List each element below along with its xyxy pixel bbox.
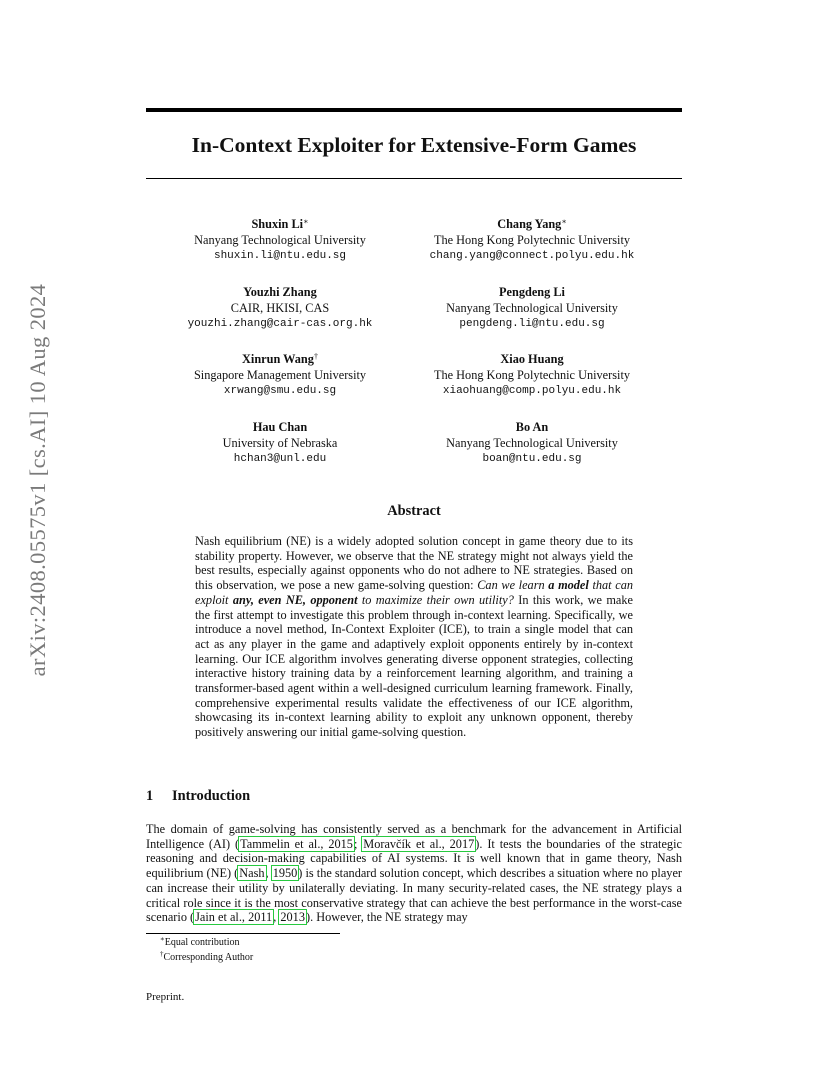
author-block — [160, 351, 400, 399]
author-block — [160, 419, 400, 467]
citation-link[interactable]: Jain et al., 2011 — [195, 910, 273, 925]
citation-link[interactable]: Moravčík et al., 2017 — [363, 836, 475, 851]
author-block — [160, 216, 400, 264]
section-heading — [146, 787, 250, 805]
author-affiliation: University of Nebraska — [222, 436, 338, 450]
author-affiliation: The Hong Kong Polytechnic University — [433, 233, 631, 247]
author-affiliation: The Hong Kong Polytechnic University — [433, 368, 631, 382]
author-name: Hau Chan — [252, 420, 308, 434]
author-name: Bo An — [515, 420, 549, 434]
author-email: chang.yang@connect.polyu.edu.hk — [429, 250, 635, 262]
preprint-label: Preprint. — [146, 991, 185, 1003]
citation-link[interactable]: 2013 — [280, 910, 305, 925]
author-email: shuxin.li@ntu.edu.sg — [213, 250, 347, 262]
author-name: Shuxin Li∗ — [251, 217, 309, 231]
author-name: Xiao Huang — [500, 352, 564, 366]
author-affiliation: Singapore Management University — [193, 368, 367, 382]
footnote-corresponding-author: †Corresponding Author — [160, 950, 254, 963]
author-name: Xinrun Wang† — [242, 352, 318, 366]
title-rule-bottom — [146, 178, 682, 179]
author-block — [412, 284, 652, 332]
author-mark: ∗ — [561, 217, 567, 226]
citation-link[interactable]: Nash — [239, 866, 265, 881]
abstract-heading: Abstract — [387, 503, 441, 519]
author-email: hchan3@unl.edu — [233, 453, 327, 465]
author-email: youzhi.zhang@cair-cas.org.hk — [187, 318, 373, 330]
author-affiliation: CAIR, HKISI, CAS — [230, 301, 330, 315]
author-name: Pengdeng Li — [499, 285, 565, 299]
author-affiliation: Nanyang Technological University — [446, 436, 618, 450]
author-block — [412, 351, 652, 399]
author-block — [412, 419, 652, 467]
author-name: Chang Yang∗ — [497, 217, 567, 231]
citation-link[interactable]: Tammelin et al., 2015 — [240, 836, 353, 851]
author-block — [412, 216, 652, 264]
author-name: Youzhi Zhang — [243, 285, 317, 299]
author-mark: ∗ — [303, 217, 309, 226]
section-title: Introduction — [172, 788, 251, 804]
author-email: pengdeng.li@ntu.edu.sg — [459, 318, 605, 330]
author-affiliation: Nanyang Technological University — [446, 301, 618, 315]
author-email: xiaohuang@comp.polyu.edu.hk — [442, 385, 622, 397]
author-email: xrwang@smu.edu.sg — [223, 385, 337, 397]
author-mark: † — [313, 352, 318, 361]
citation-link[interactable]: 1950 — [272, 866, 298, 881]
abstract-body: Nash equilibrium (NE) is a widely adopted solution concept in game theory due to its stability property. However, we observe that the NE strategy might not always yield the best results, especially against opponents who do not adhere to NE strategies. Based on this observation, we pose a new game-solving question: Can we learn a model that can exploit any, even NE, opponent to maximize their own utility? In this work, we make the first attempt to investigate this problem through in-context learning. Specifically, we introduce a novel method, In-Context Exploiter (ICE), to train a single model that can act as any player in the game and adaptively exploit opponents entirely by in-context learning. Our ICE algorithm involves generating diverse opponent strategies, collecting interactive history training data by a reinforcement learning algorithm, and training a transformer-based agent within a well-designed curriculum learning framework. Finally, comprehensive experimental results validate the effectiveness of our ICE algorithm, showcasing its in-context learning ability to exploit any unknown opponent, thereby positively answering our initial game-solving question. — [195, 534, 633, 740]
footnote-rule — [146, 933, 340, 934]
footnote-equal-contribution: ∗Equal contribution — [160, 935, 240, 948]
title-rule-top — [146, 108, 682, 112]
author-affiliation: Nanyang Technological University — [194, 233, 366, 247]
author-email: boan@ntu.edu.sg — [482, 453, 582, 465]
intro-paragraph: The domain of game-solving has consistently served as a benchmark for the advancement in Artificial Intelligence (AI) (Tammelin et al., 2015; Moravčík et al., 2017). It tests the boundaries of the strategic reasoning and decision-making capabilities of AI systems. It is well known that in game theory, Nash equilibrium (NE) (Nash, 1950) is the standard solution concept, which describes a situation where no player can increase their utility by unilaterally deviating. In many security-related cases, the NE strategy plays a critical role since it is the most conservative strategy that can achieve the best performance in the worst-case scenario (Jain et al., 2011, 2013). However, the NE strategy may — [146, 822, 682, 925]
author-block — [160, 284, 400, 332]
arxiv-stamp: arXiv:2408.05575v1 [cs.AI] 10 Aug 2024 — [25, 283, 50, 677]
paper-title: In-Context Exploiter for Extensive-Form Games — [191, 133, 637, 157]
section-number: 1 — [146, 788, 154, 804]
